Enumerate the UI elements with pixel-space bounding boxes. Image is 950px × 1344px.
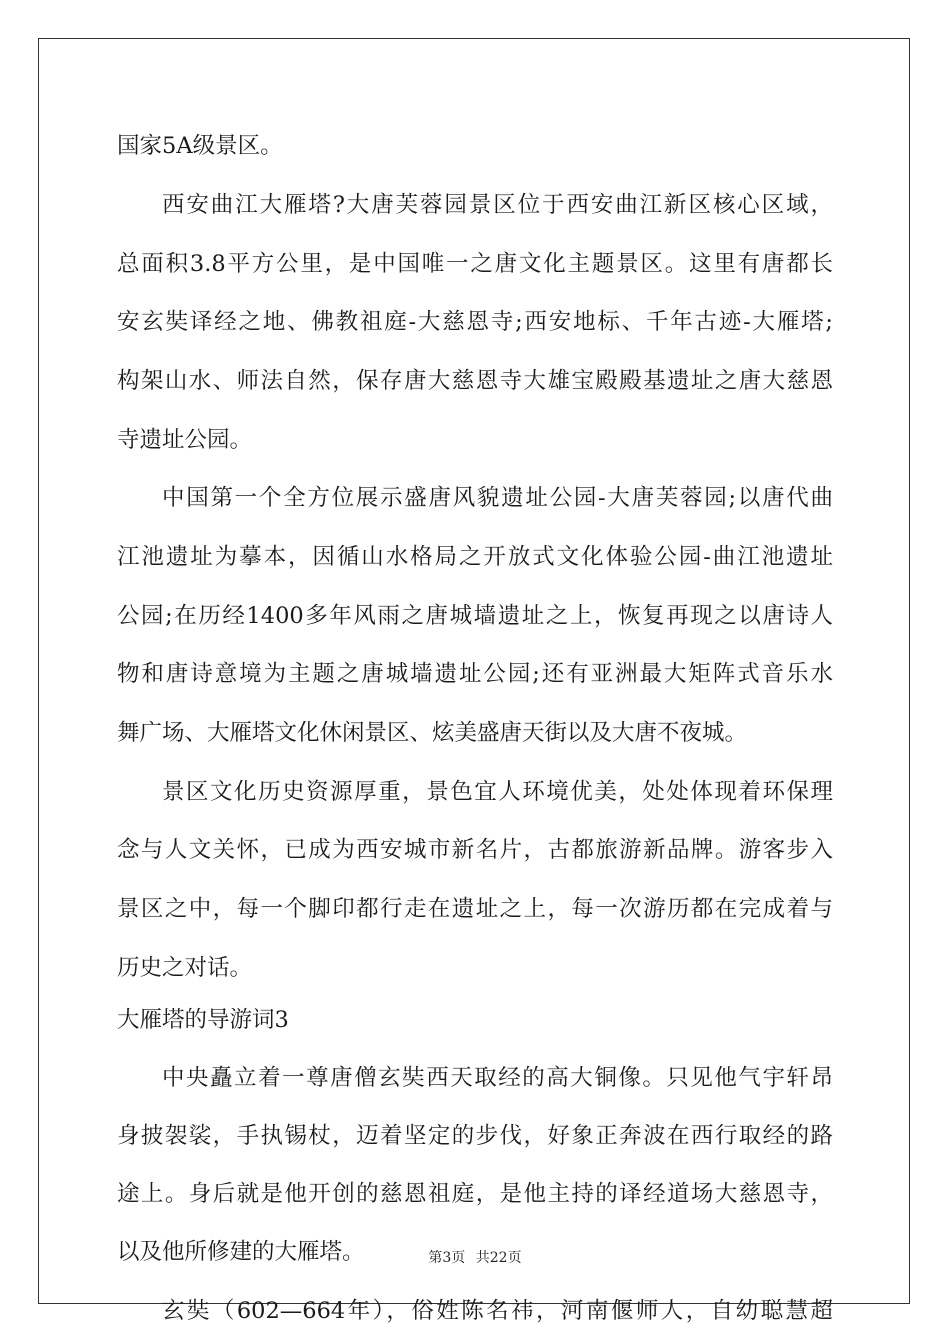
text-line: 安玄奘译经之地、佛教祖庭-大慈恩寺;西安地标、千年古迹-大雁塔; — [117, 309, 833, 335]
section-heading: 大雁塔的导游词3 — [117, 1007, 289, 1033]
text-line: 身披袈裟，手执锡杖，迈着坚定的步伐，好象正奔波在西行取经的路 — [117, 1123, 833, 1149]
text-line: 江池遗址为摹本，因循山水格局之开放式文化体验公园-曲江池遗址 — [117, 544, 833, 570]
text-line: 念与人文关怀，已成为西安城市新名片，古都旅游新品牌。游客步入 — [117, 837, 833, 863]
text-line: 历史之对话。 — [117, 955, 253, 981]
text-line: 景区之中，每一个脚印都行走在遗址之上，每一次游历都在完成着与 — [117, 896, 833, 922]
text-line: 途上。身后就是他开创的慈恩祖庭，是他主持的译经道场大慈恩寺， — [117, 1181, 833, 1207]
text-line: 总面积3.8平方公里，是中国唯一之唐文化主题景区。这里有唐都长 — [117, 251, 833, 277]
paragraph-first-line: 西安曲江大雁塔?大唐芙蓉园景区位于西安曲江新区核心区域， — [162, 192, 833, 218]
page-footer — [0, 1247, 950, 1267]
page-total: 共22页 — [475, 1250, 522, 1266]
text-line: 物和唐诗意境为主题之唐城墙遗址公园;还有亚洲最大矩阵式音乐水 — [117, 661, 833, 687]
text-line: 寺遗址公园。 — [117, 427, 253, 453]
text-line: 舞广场、大雁塔文化休闲景区、炫美盛唐天街以及大唐不夜城。 — [117, 720, 748, 746]
page-number: 第3页 — [428, 1250, 466, 1266]
paragraph-first-line: 中国第一个全方位展示盛唐风貌遗址公园-大唐芙蓉园;以唐代曲 — [162, 485, 833, 511]
paragraph-first-line: 中央矗立着一尊唐僧玄奘西天取经的高大铜像。只见他气宇轩昂 — [162, 1065, 833, 1091]
paragraph-first-line: 景区文化历史资源厚重，景色宜人环境优美，处处体现着环保理 — [162, 779, 833, 805]
text-line: 公园;在历经1400多年风雨之唐城墙遗址之上，恢复再现之以唐诗人 — [117, 603, 833, 629]
text-line: 国家5A级景区。 — [117, 133, 283, 159]
paragraph-first-line: 玄奘（602—664年），俗姓陈名祎，河南偃师人，自幼聪慧超 — [162, 1298, 833, 1324]
text-line: 构架山水、师法自然，保存唐大慈恩寺大雄宝殿殿基遗址之唐大慈恩 — [117, 368, 833, 394]
text-line: 以及他所修建的大雁塔。 — [117, 1239, 365, 1265]
